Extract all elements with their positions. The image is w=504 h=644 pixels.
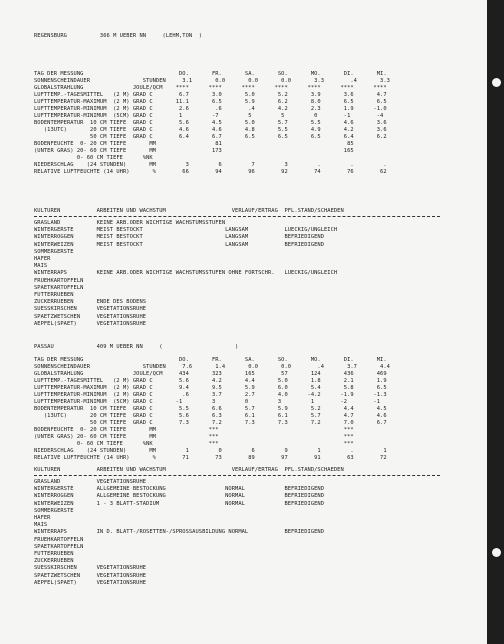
passau-crop-row: AEPFEL(SPAET) VEGETATIONSRUHE [34,579,147,586]
regensburg-crop-row: WINTERGERSTE MEIST BESTOCKT LANGSAM LUECKIG/UNGLEICH [34,227,338,234]
regensburg-crop-row: HAFER [34,256,51,262]
regensburg-table-row: TAG DER MESSUNG DO. FR. SA. SO. MO. DI. MI. [34,71,387,77]
passau-crop-row: GRASLAND VEGETATIONSRUHE [34,479,147,485]
passau-table-row: 0- 60 CM TIEFE %NK *** *** [34,441,354,447]
passau-crop-row: SPAETKARTOFFELN [34,543,84,550]
regensburg-table-row: LUFTTEMP.-TAGESMITTEL (2 M) GRAD C 6.7 3.0 5.0 5.2 3.9 3.6 4.7 [34,92,387,98]
passau-table-row: BODENTEMPERATUR 10 CM TIEFE GRAD C 5.5 6.6 5.7 5.9 5.2 4.4 4.5 [34,406,387,412]
punch-hole-bottom [492,548,501,557]
passau-crop-row: WINTERWEIZEN 1 - 3 BLATT-STADIUM NORMAL BEFRIEDIGEND [34,500,324,507]
passau-table-row: LUFTTEMPERATUR-MINIMUM (5CM) GRAD C -1 3 0 3 1 -2 -1 [34,399,381,405]
passau-crop-row: ZUCKERRUEBEN [34,558,74,565]
regensburg-table-row: LUFTTEMPERATUR-MAXIMUM (2 M) GRAD C 11.1 6.5 5.9 6.2 8.0 6.5 6.5 [34,99,387,105]
regensburg-crop-row: SPAETZWETSCHEN VEGETATIONSRUHE [34,313,147,320]
passau-table-row: LUFTTEMPERATUR-MINIMUM (2 M) GRAD C .6 3.7 2.7 4.0 -4.2 -1.9 -1.3 [34,392,387,398]
regensburg-crop-divider [34,216,440,217]
regensburg-crop-row: WINTERWEIZEN MEIST BESTOCKT LANGSAM BEFRIEDIGEND [34,241,324,248]
regensburg-table-row: LUFTTEMPERATUR-MINIMUM (5CM) GRAD C 1 -7 5 5 0 -1 -4 [34,113,384,119]
passau-table-row: NIEDERSCHLAG (24 STUNDEN) MM 1 0 6 9 1 . 1 [34,448,387,454]
passau-crop-row: SUESSKIRSCHEN VEGETATIONSRUHE [34,565,147,572]
passau-table-row: LUFTTEMPERATUR-MAXIMUM (2 M) GRAD C 9.4 9.5 5.9 6.0 5.4 5.8 6.5 [34,385,387,391]
punch-hole-top [492,78,501,87]
regensburg-table-row: LUFTTEMPERATUR-MINIMUM (2 M) GRAD C 2.6 .6 .4 4.2 2.3 1.9 -1.0 [34,106,387,112]
passau-crop-header: KULTUREN ARBEITEN UND WACHSTUM VERLAUF/ERTRAG PFL.STAND/SCHAEDEN [34,467,344,473]
regensburg-station-header: REGENSBURG 366 M UEBER NN (LEHM,TON ) [34,33,203,39]
regensburg-table-row: BODENTEMPERATUR 10 CM TIEFE GRAD C 5.6 4.5 5.0 5.7 5.5 4.6 3.6 [34,120,387,126]
regensburg-crop-row: WINTERRAPS KEINE ARB.ODER WICHTIGE WACHSTUMSSTUFEN OHNE FORTSCHR. LUECKIG/UNGLEICH [34,270,338,277]
regensburg-table-row: 50 CM TIEFE GRAD C 6.4 6.7 6.5 6.5 6.5 6.4 6.2 [34,134,387,140]
regensburg-table-row: NIEDERSCHLAG (24 STUNDEN) MM 3 6 7 3 . . . [34,162,387,168]
passau-crop-row: SPAETZWETSCHEN VEGETATIONSRUHE [34,572,147,579]
passau-station-header: PASSAU 409 M UEBER NN ( ) [34,344,239,350]
regensburg-table-row: (13UTC) 20 CM TIEFE GRAD C 4.6 4.6 4.8 5.5 4.9 4.2 3.6 [34,127,387,133]
passau-table-row: LUFTTEMP.-TAGESMITTEL (2 M) GRAD C 5.6 4.2 4.4 5.0 1.8 2.1 1.9 [34,378,387,384]
regensburg-crop-row: SOMMERGERSTE [34,248,74,255]
passau-crop-row: MAIS [34,522,48,529]
regensburg-table-row: GLOBALSTRAHLUNG JOULE/QCM **** **** **** **** **** **** **** [34,85,387,91]
regensburg-crop-row: SUESSKIRSCHEN VEGETATIONSRUHE [34,306,147,313]
regensburg-crop-row: ZUCKERRUEBEN ENDE DES BODENS [34,299,147,306]
passau-table-row: GLOBALSTRAHLUNG JOULE/QCM 434 323 165 57 124 436 469 [34,371,387,377]
regensburg-crop-row: MAIS [34,263,48,270]
regensburg-crop-row: WINTERROGGEN MEIST BESTOCKT LANGSAM BEFRIEDIGEND [34,234,324,241]
passau-table-row: 50 CM TIEFE GRAD C 7.3 7.2 7.3 7.3 7.2 7.0 6.7 [34,420,387,426]
regensburg-table-row: (UNTER GRAS) 20- 60 CM TIEFE MM 173 165 [34,148,354,154]
regensburg-crop-header: KULTUREN ARBEITEN UND WACHSTUM VERLAUF/ERTRAG PFL.STAND/SCHAEDEN [34,208,344,214]
regensburg-crop-row: GRASLAND KEINE ARB.ODER WICHTIGE WACHSTUMSSTUFEN [34,220,226,226]
regensburg-crop-row: AEPFEL(SPAET) VEGETATIONSRUHE [34,320,147,327]
regensburg-table-row: BODENFEUCHTE 0- 20 CM TIEFE MM 81 85 [34,141,354,147]
passau-crop-row: SOMMERGERSTE [34,507,74,514]
passau-crop-row: WINTERRAPS IN D. BLATT-/ROSETTEN-/SPROSSAUSBILDUNG NORMAL BEFRIEDIGEND [34,529,324,536]
passau-table-row: TAG DER MESSUNG DO. FR. SA. SO. MO. DI. MI. [34,357,387,363]
passau-table-row: BODENFEUCHTE 0- 20 CM TIEFE MM *** *** [34,427,354,433]
passau-table-row: RELATIVE LUFTFEUCHTE (14 UHR) % 71 73 89 97 91 63 72 [34,455,387,461]
passau-table-row: SONNENSCHEINDAUER STUNDEN 7.6 1.4 0.0 0.0 .4 3.7 4.4 [34,364,390,370]
regensburg-table-row: 0- 60 CM TIEFE %NK [34,155,153,161]
regensburg-table-row: RELATIVE LUFTFEUCHTE (14 UHR) % 66 94 96 92 74 76 62 [34,169,387,175]
passau-crop-row: WINTERGERSTE ALLGEMEINE BESTOCKUNG NORMAL BEFRIEDIGEND [34,486,324,493]
passau-crop-row: FUTTERRUEBEN [34,551,74,557]
regensburg-crop-row: FUTTERRUEBEN [34,292,74,298]
passau-crop-row: WINTERROGGEN ALLGEMEINE BESTOCKUNG NORMAL BEFRIEDIGEND [34,493,324,500]
passau-table-row: (13UTC) 20 CM TIEFE GRAD C 5.6 6.3 6.1 6.1 5.7 4.7 4.6 [34,413,387,419]
passau-crop-row: FRUEHKARTOFFELN [34,536,84,543]
passau-crop-divider [34,475,440,476]
regensburg-crop-row: FRUEHKARTOFFELN [34,277,84,284]
regensburg-table-row: SONNENSCHEINDAUER STUNDEN 3.1 0.0 0.0 0.0 3.3 .4 3.3 [34,78,390,84]
passau-table-row: (UNTER GRAS) 20- 60 CM TIEFE MM *** *** [34,434,354,440]
regensburg-crop-row: SPAETKARTOFFELN [34,284,84,291]
passau-crop-row: HAFER [34,515,51,521]
